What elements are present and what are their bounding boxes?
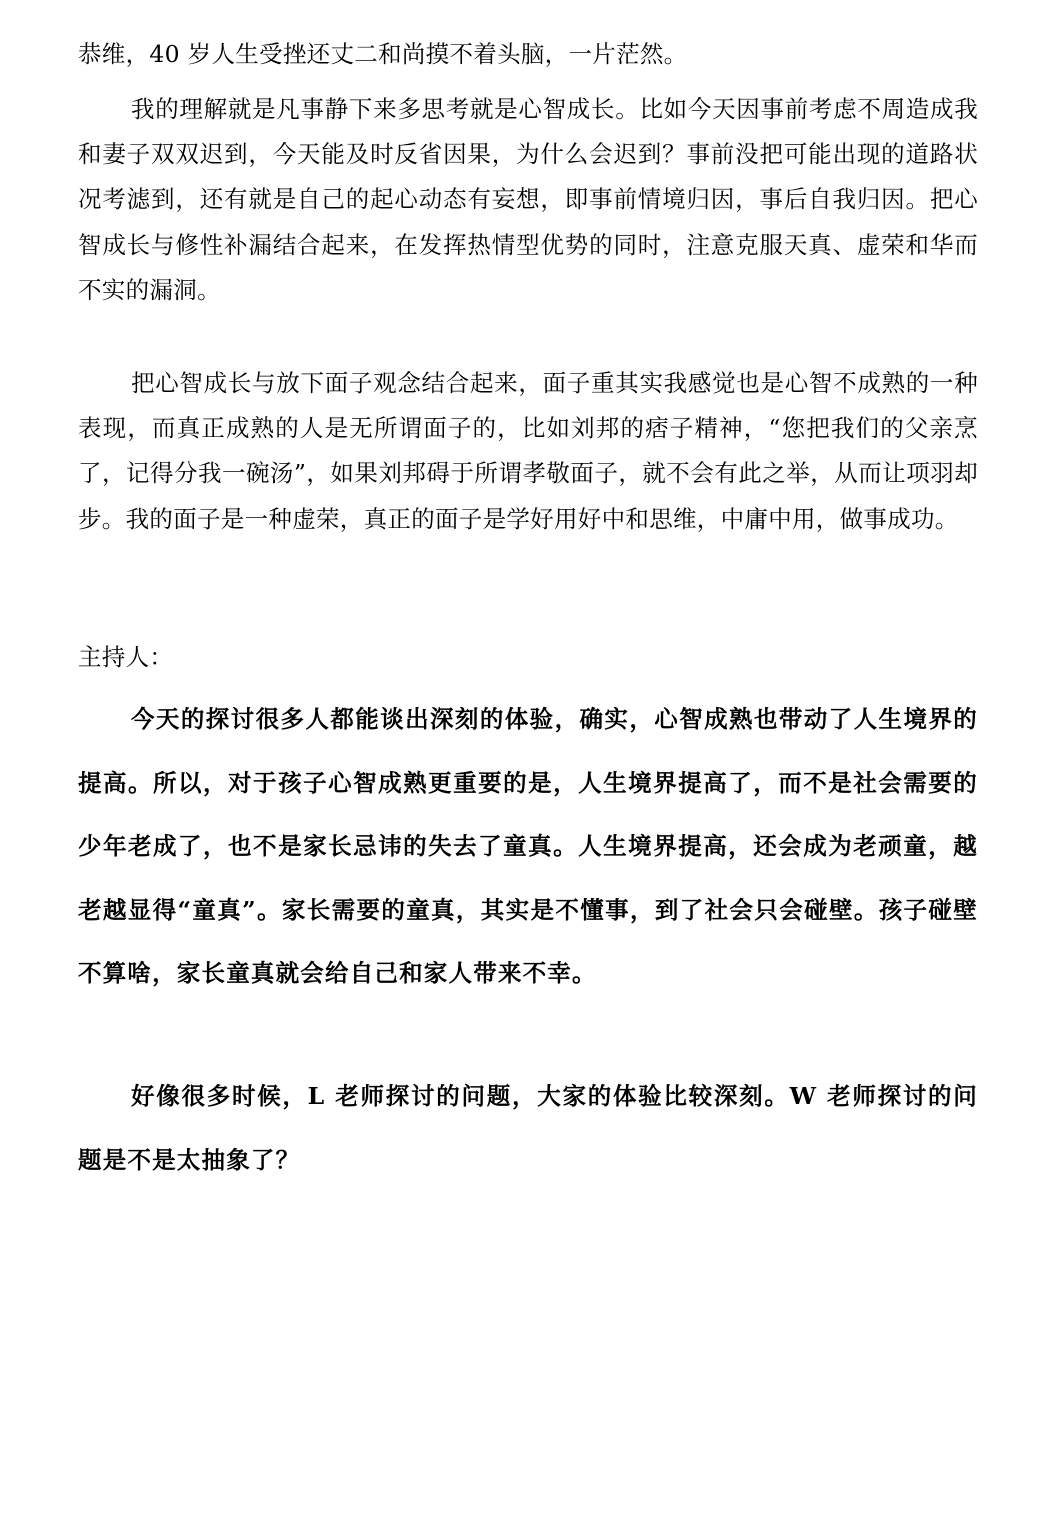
host-paragraph-discussion: 今天的探讨很多人都能谈出深刻的体验，确实，心智成熟也带动了人生境界的提高。所以，对于孩子心智成熟更重要的是，人生境界提高了，而不是社会需要的少年老成了，也不是家长忌讳的失去了童真。人生境界提高，还会成为老顽童，越老越显得“童真”。家长需要的童真，其实是不懂事，到了社会只会碰壁。孩子碰壁不算啥，家长童真就会给自己和家人带来不幸。 [78,705,978,987]
paragraph-mind-growth: 我的理解就是凡事静下来多思考就是心智成长。比如今天因事前考虑不周造成我和妻子双双迟到，今天能及时反省因果，为什么会迟到？事前没把可能出现的道路状况考滤到，还有就是自己的起心动态有妄想，即事前情境归因，事后自我归因。把心智成长与修性补漏结合起来，在发挥热情型优势的同时，注意克服天真、虚荣和华而不实的漏洞。 [78,95,978,304]
host-paragraph-question: 好像很多时候，L 老师探讨的问题，大家的体验比较深刻。W 老师探讨的问题是不是太抽象了？ [78,1082,978,1174]
paragraph-face-concept: 把心智成长与放下面子观念结合起来，面子重其实我感觉也是心智不成熟的一种表现，而真正成熟的人是无所谓面子的，比如刘邦的痞子精神，“您把我们的父亲烹了，记得分我一碗汤”，如果刘邦碍于所谓孝敬面子，就不会有此之举，从而让项羽却步。我的面子是一种虚荣，真正的面子是学好用好中和思维，中庸中用，做事成功。 [78,369,978,533]
host-label: 主持人： [78,643,174,671]
paragraph-continuation: 恭维，40 岁人生受挫还丈二和尚摸不着头脑，一片茫然。 [78,40,688,68]
